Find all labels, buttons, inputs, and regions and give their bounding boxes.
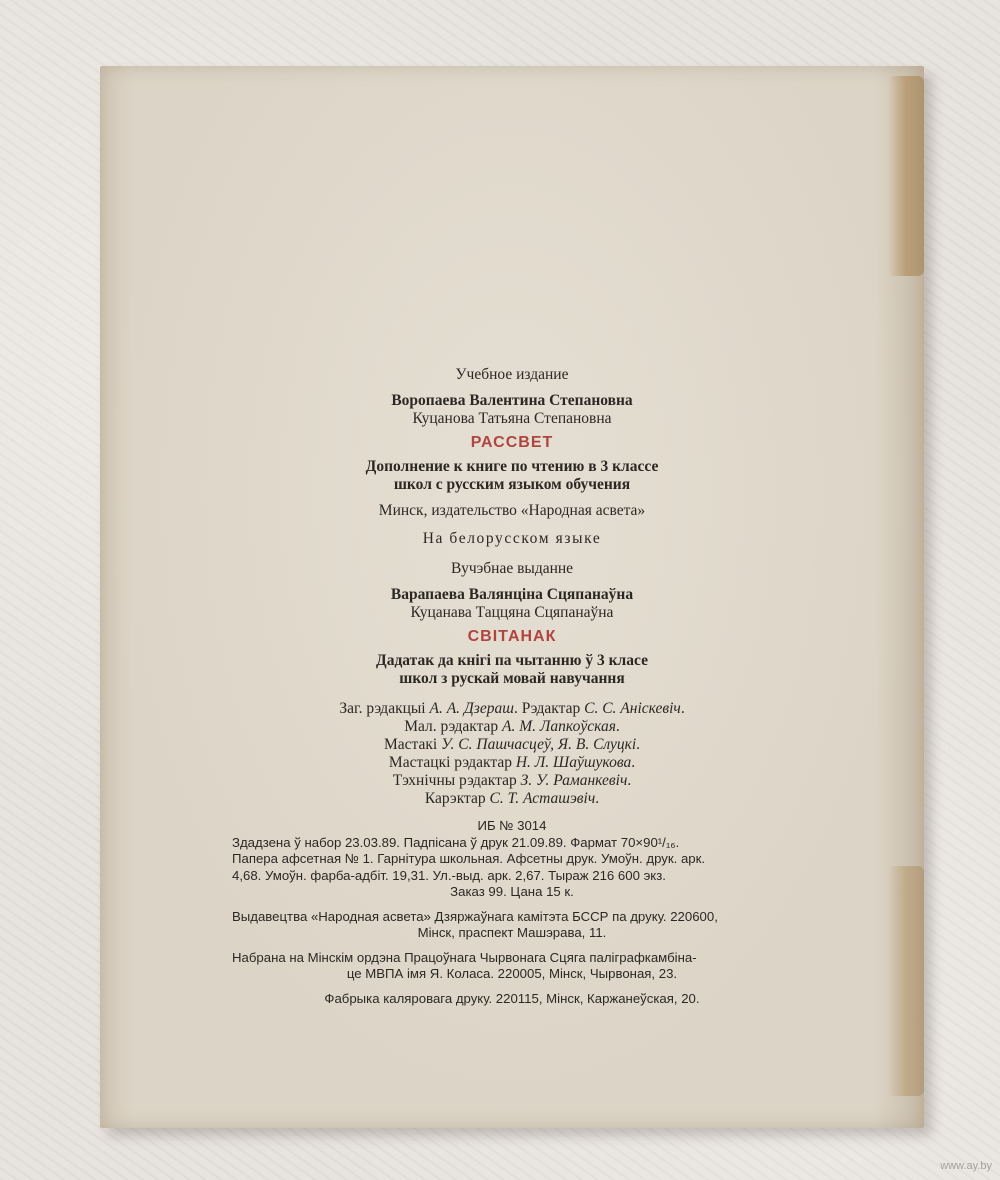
imprint-block: [232, 835, 792, 1008]
printer-address: Набрана на Мінскім ордэна Працоўнага Чырвонага Сцяга паліграфкамбіна-: [232, 949, 697, 965]
imprint-line: Папера афсетная № 1. Гарнітура школьная. Афсетны друк. Умоўн. друк. арк.: [232, 851, 706, 866]
ib-number: ИБ № 3014: [477, 818, 547, 833]
ru-author-2: Куцанова Татьяна Степановна: [412, 410, 612, 427]
credit-line: Мастакі У. С. Пашчасцеў, Я. В. Слуцкі.: [383, 736, 641, 753]
by-subtitle-2: школ з рускай мовай навучання: [399, 670, 625, 687]
by-edition-type: Вучэбнае выданне: [450, 560, 574, 577]
ru-subtitle-2: школ с русским языком обучения: [393, 476, 631, 493]
credit-line: Тэхнічны рэдактар З. У. Раманкевіч.: [392, 772, 632, 789]
ru-edition-type: Учебное издание: [455, 366, 569, 383]
by-title: СВІТАНАК: [467, 628, 557, 645]
ru-subtitle-1: Дополнение к книге по чтению в 3 классе: [365, 458, 659, 475]
by-author-1: Варапаева Валянціна Сцяпанаўна: [390, 586, 634, 603]
imprint-line: Заказ 99. Цана 15 к.: [450, 884, 574, 899]
publisher-address: Выдавецтва «Народная асвета» Дзяржаўнага камітэта БССР па друку. 220600,: [232, 908, 718, 924]
ru-language-note: На белорусском языке: [422, 530, 602, 547]
credit-line: Заг. рэдакцыі А. А. Дзераш. Рэдактар С. С. Аніскевіч.: [339, 700, 685, 717]
by-author-2: Куцанава Таццяна Сцяпанаўна: [410, 604, 614, 621]
imprint-line: Здадзена ў набор 23.03.89. Падпісана ў друк 21.09.89. Фармат 70×90¹/₁₆.: [232, 834, 680, 850]
by-subtitle-1: Дадатак да кнігі па чытанню ў 3 класе: [376, 652, 648, 669]
credit-line: Мал. рэдактар А. М. Лапкоўская.: [404, 718, 620, 735]
ru-author-1: Воропаева Валентина Степановна: [391, 392, 633, 409]
colophon: [100, 366, 924, 1007]
imprint-line: 4,68. Умоўн. фарба-адбіт. 19,31. Ул.-выд. арк. 2,67. Тыраж 216 600 экз.: [232, 867, 666, 883]
printer-address: це МВПА імя Я. Коласа. 220005, Мінск, Чырвоная, 23.: [346, 966, 678, 981]
stain-top: [888, 76, 924, 276]
factory-address: Фабрыка каляровага друку. 220115, Мінск, Каржанеўская, 20.: [324, 990, 700, 1006]
ru-title: РАССВЕТ: [470, 434, 554, 451]
credit-line: Карэктар С. Т. Асташэвіч.: [424, 790, 600, 807]
book-back-cover: [100, 66, 924, 1128]
credit-line: Мастацкі рэдактар Н. Л. Шаўшукова.: [388, 754, 636, 771]
publisher-address: Мінск, праспект Машэрава, 11.: [417, 925, 607, 940]
credits-block: [100, 700, 924, 808]
site-watermark: www.ay.by: [940, 1160, 992, 1172]
ru-publisher: Минск, издательство «Народная асвета»: [378, 502, 646, 519]
